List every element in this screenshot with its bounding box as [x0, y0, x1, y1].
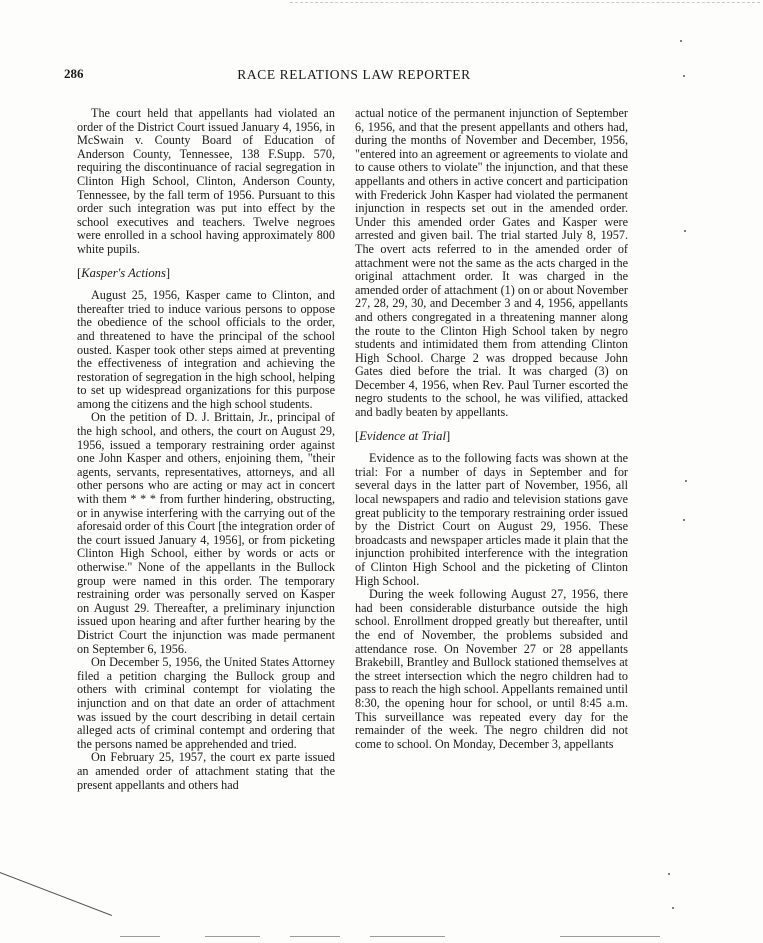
scan-speck — [668, 873, 670, 875]
scan-speck — [683, 75, 685, 77]
page-number: 286 — [64, 66, 84, 81]
paragraph: On December 5, 1956, the United States Attorney filed a petition charging the Bullock group and others with criminal contempt for violating the injunction and on that date an order of attachment was issued by the court describing in detail certain alleged acts of criminal contempt and ordering that the persons named be apprehended and tried. — [77, 655, 335, 751]
paragraph: On February 25, 1957, the court ex parte issued an amended order of attachment stating that the present appellants and others had — [77, 750, 335, 792]
right-column — [355, 107, 628, 751]
scan-artifact-dash — [290, 936, 340, 937]
scan-speck — [684, 230, 686, 232]
section-heading-text: Evidence at Trial — [359, 428, 446, 443]
paragraph: During the week following August 27, 1956, there had been considerable disturbance outside the high school. Enrollment dropped greatly but thereafter, until the end of November, the problems subsided and attendance rose. On November 27 or 28 appellants Brakebill, Brantley and Bullock stationed themselves at the street intersection which the negro children had to pass to reach the high school. Appellants remained until 8:30, the opening hour for school, or until 8:45 a.m. This surveillance was repeated every day for the remainder of the week. The negro children did not come to school. On Monday, December 3, appellants — [355, 587, 628, 751]
scan-speck — [680, 40, 682, 42]
scan-artifact-line — [0, 872, 112, 916]
scan-speck — [685, 480, 687, 482]
scan-border-dashes — [290, 2, 760, 3]
scan-artifact-dash — [370, 936, 445, 937]
running-head — [64, 66, 704, 84]
scan-artifact-dash — [560, 936, 660, 937]
paragraph: The court held that appellants had violated an order of the District Court issued January 4, 1956, in McSwain v. County Board of Education of Anderson County, Tennessee, 138 F.Supp. 570, requiring the discontinuance of racial segregation in Clinton High School, Clinton, Anderson County, Tennessee, by the fall term of 1956. Pursuant to this order such integration was put into effect by the school executives and teachers. Twelve negroes were enrolled in a school having approximately 800 white pupils. — [77, 106, 335, 256]
scan-artifact-dash — [205, 936, 260, 937]
section-heading: [Evidence at Trial] — [355, 428, 451, 443]
paragraph: actual notice of the permanent injunction of September 6, 1956, and that the present appellants and others had, during the months of November and December, 1956, "entered into an agreement or agreements to violate and to cause others to violate" the injunction, and that these appellants and others in active concert and participation with Frederick John Kasper had violated the permanent injunction in respects set out in the amended order. Under this amended order Gates and Kasper were arrested and given bail. The trial started July 8, 1957. The overt acts referred to in the amended order of attachment were not the same as the acts charged in the original attachment order. It was charged in the amended order of attachment (1) on or about November 27, 28, 29, 30, and December 3 and 4, 1956, appellants and others congregated in a threatening manner along the route to the Clinton High School taken by negro students and intimidated them from attending Clinton High School. Charge 2 was dropped because John Gates died before the trial. It was charged (3) on December 4, 1956, when Rev. Paul Turner escorted the negro students to the school, he was vilified, attacked and badly beaten by appellants. — [355, 106, 628, 420]
scan-artifact-dash — [120, 936, 160, 937]
left-column — [77, 107, 335, 792]
paragraph: On the petition of D. J. Brittain, Jr., principal of the high school, and others, the court on August 29, 1956, issued a temporary restraining order against one John Kasper and others, enjoining them, "their agents, servants, representatives, attorneys, and all other persons who are acting or may act in concert with them * * * from further hindering, obstructing, or in anywise interfering with the carrying out of the aforesaid order of this Court [the integration order of the court issued January 4, 1956], or from picketing Clinton High School, either by words or acts or otherwise." None of the appellants in the Bullock group were named in this order. The temporary restraining order was personally served on Kasper on August 29. Thereafter, a preliminary injunction issued upon hearing and after further hearing by the District Court the injunction was made permanent on September 6, 1956. — [77, 410, 335, 656]
journal-title: RACE RELATIONS LAW REPORTER — [237, 67, 471, 82]
paragraph: Evidence as to the following facts was shown at the trial: For a number of days in September and for several days in the latter part of November, 1956, all local newspapers and radio and television stations gave great publicity to the temporary restraining order issued by the District Court on August 29, 1956. These broadcasts and newspaper articles made it plain that the injunction prohibited interference with the integration of Clinton High School and the picketing of Clinton High School. — [355, 451, 628, 588]
paragraph: August 25, 1956, Kasper came to Clinton, and thereafter tried to induce various persons to oppose the obedience of the school officials to the order, and threatened to have the principal of the school ousted. Kasper took other steps aimed at preventing the effectiveness of integration and achieving the restoration of segregation in the high school, helping to set up widespread organizations for this purpose among the citizens and the high school students. — [77, 288, 335, 411]
scan-speck — [683, 519, 685, 521]
section-heading-text: Kasper's Actions — [81, 265, 166, 280]
section-heading: [Kasper's Actions] — [77, 265, 171, 280]
scan-speck — [672, 907, 674, 909]
